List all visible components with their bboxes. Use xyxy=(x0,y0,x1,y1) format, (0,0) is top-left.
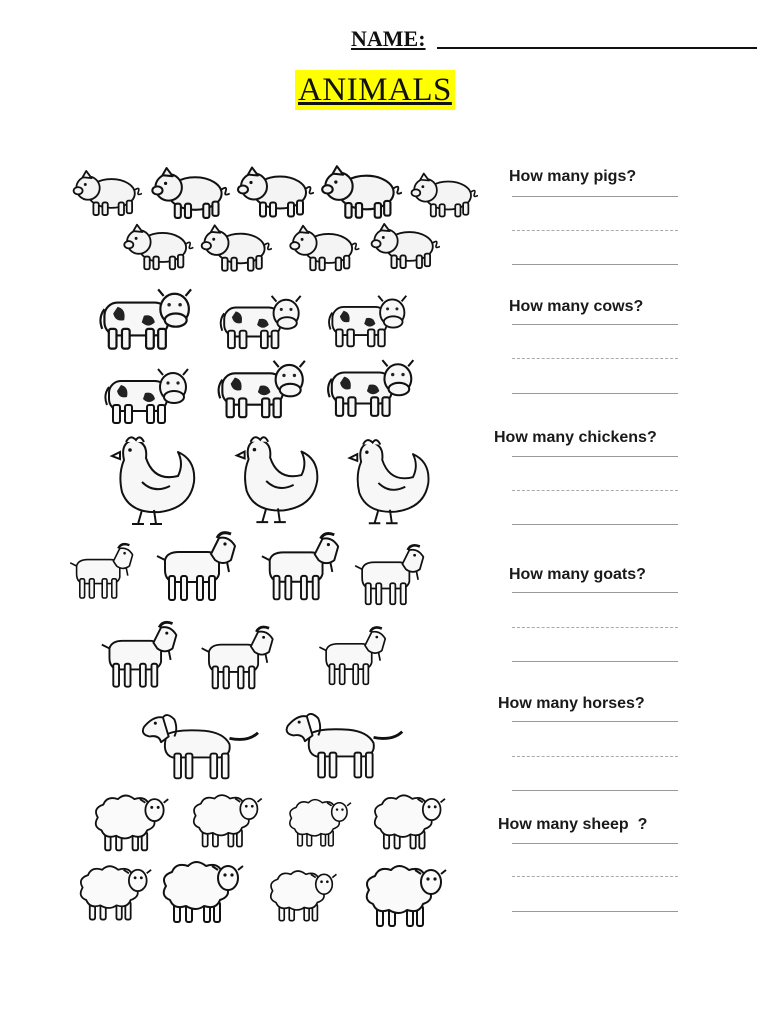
pig-illustration xyxy=(282,223,364,273)
answer-line[interactable] xyxy=(512,393,678,394)
answer-line-dashed xyxy=(512,876,678,877)
horse-illustration xyxy=(138,708,262,784)
sheep-illustration xyxy=(366,790,446,852)
name-field[interactable] xyxy=(437,47,757,49)
goat-illustration xyxy=(55,542,151,606)
answer-line[interactable] xyxy=(512,456,678,457)
name-label: NAME: xyxy=(351,26,426,51)
answer-line[interactable] xyxy=(512,661,678,662)
answer-line[interactable] xyxy=(512,911,678,912)
answer-line-dashed xyxy=(512,230,678,231)
sheep-illustration xyxy=(80,790,176,854)
cow-illustration xyxy=(322,292,412,350)
question-sheep: How many sheep ? xyxy=(498,816,648,833)
question-horses: How many horses? xyxy=(498,695,645,712)
cow-illustration xyxy=(214,352,308,426)
goat-illustration xyxy=(198,618,280,704)
answer-line-dashed xyxy=(512,756,678,757)
sheep-illustration xyxy=(72,856,152,928)
answer-line[interactable] xyxy=(512,524,678,525)
pig-illustration xyxy=(408,170,478,220)
answer-line[interactable] xyxy=(512,592,678,593)
goat-illustration xyxy=(348,543,434,613)
horse-illustration xyxy=(282,705,406,785)
chicken-illustration xyxy=(92,430,212,530)
goat-illustration xyxy=(258,525,346,615)
chicken-illustration xyxy=(340,430,436,532)
answer-line[interactable] xyxy=(512,324,678,325)
pig-illustration xyxy=(70,165,142,221)
answer-line[interactable] xyxy=(512,843,678,844)
question-chickens: How many chickens? xyxy=(494,429,657,446)
answer-line[interactable] xyxy=(512,721,678,722)
sheep-illustration xyxy=(272,795,362,849)
question-pigs: How many pigs? xyxy=(509,168,637,185)
answer-line[interactable] xyxy=(512,264,678,265)
pig-illustration xyxy=(368,220,440,272)
goat-illustration xyxy=(150,530,246,610)
page-title: ANIMALS xyxy=(295,70,455,110)
sheep-illustration xyxy=(246,866,354,924)
answer-line[interactable] xyxy=(512,196,678,197)
pig-illustration xyxy=(318,163,402,221)
pig-illustration xyxy=(146,165,232,221)
answer-line-dashed xyxy=(512,627,678,628)
answer-line-dashed xyxy=(512,358,678,359)
chicken-illustration xyxy=(220,430,332,528)
pig-illustration xyxy=(198,222,272,274)
sheep-illustration xyxy=(178,790,270,850)
question-goats: How many goats? xyxy=(509,566,646,583)
goat-illustration xyxy=(98,608,184,708)
sheep-illustration xyxy=(154,856,244,926)
answer-line-dashed xyxy=(512,490,678,491)
cow-illustration xyxy=(318,356,422,420)
question-cows: How many cows? xyxy=(509,298,644,315)
cow-illustration xyxy=(95,285,195,353)
cow-illustration xyxy=(205,292,315,352)
pig-illustration xyxy=(120,222,194,272)
sheep-illustration xyxy=(356,860,448,930)
answer-line[interactable] xyxy=(512,790,678,791)
pig-illustration xyxy=(234,163,314,221)
goat-illustration xyxy=(316,618,392,700)
cow-illustration xyxy=(96,365,196,427)
